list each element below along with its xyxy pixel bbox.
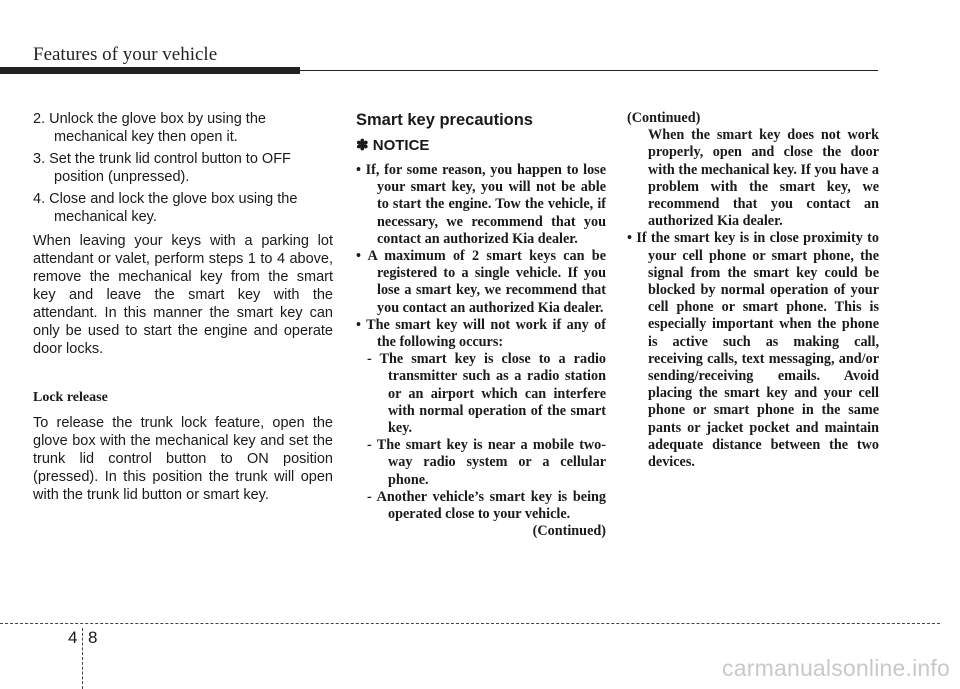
lock-release-heading: Lock release: [33, 390, 108, 405]
bullet-cell-phone: • If the smart key is in close proximity to your cell phone or smart phone, the signal from the smart key could be blocked by normal operation of your cell phone or smart phone. This is especially important when the phone is active such as making call, receiving calls, text messaging, and/or sending/receiving emails. Avoid placing the smart key and your cell phone or smart phone in the same pants or jacket pocket and maintain adequate distance between the two devices.: [627, 230, 879, 471]
watermark-text: carmanualsonline.info: [722, 655, 950, 681]
sub-bullet-other-key: - Another vehicle’s smart key is being operated close to your vehicle.: [367, 488, 606, 523]
bullet-lost-key: • If, for some reason, you happen to lose your smart key, you will not be able to start the engine. Tow the vehicle, if necessary, we recommend that you contact an authorized Kia dealer.: [356, 162, 606, 247]
left-column: [33, 110, 333, 513]
footer-vertical-dash: [82, 628, 83, 689]
notice-label: ✽ NOTICE: [356, 137, 430, 154]
valet-paragraph: When leaving your keys with a parking lot attendant or valet, perform steps 1 to 4 above, remove the mechanical key from the smart key and leave the smart key with the attendant. In this manner the smart key can only be used to start the engine and operate door locks.: [33, 233, 333, 357]
continued-text: When the smart key does not work properly, open and close the door with the mechanical key. If you have a problem with the smart key, we recommend that you contact an authorized Kia dealer.: [648, 127, 879, 230]
lock-release-text: To release the trunk lock feature, open the glove box with the mechanical key and set the trunk lid control button to ON position (pressed). In this position the trunk will open with the trunk lid button or smart key.: [33, 415, 333, 503]
sub-bullet-radio: - The smart key is close to a radio transmitter such as a radio station or an airport which can interfere with normal operation of the smart key.: [367, 351, 606, 437]
step-2: 2. Unlock the glove box by using the mechanical key then open it.: [33, 111, 266, 145]
footer-dashed-rule: [0, 623, 940, 624]
page-number: 8: [88, 628, 98, 647]
step-4: 4. Close and lock the glove box using the mechanical key.: [33, 191, 298, 225]
right-column: [627, 110, 879, 471]
middle-column: [356, 110, 606, 540]
sub-bullet-mobile: - The smart key is near a mobile two-way radio system or a cellular phone.: [367, 437, 606, 488]
header-bar: [0, 67, 300, 74]
continued-heading: (Continued): [627, 110, 701, 126]
step-3: 3. Set the trunk lid control button to OFF position (unpressed).: [33, 151, 291, 185]
header-rule: [300, 70, 878, 71]
section-title: Smart key precautions: [356, 111, 533, 129]
section-number: 4: [68, 628, 78, 647]
bullet-max-keys: • A maximum of 2 smart keys can be registered to a single vehicle. If you lose a smart key, we recommend that you contact an authorized Kia dealer.: [356, 248, 606, 316]
page-header-title: Features of your vehicle: [33, 44, 218, 65]
continued-marker: (Continued): [532, 523, 606, 540]
bullet-not-work: • The smart key will not work if any of the following occurs:: [356, 316, 606, 351]
